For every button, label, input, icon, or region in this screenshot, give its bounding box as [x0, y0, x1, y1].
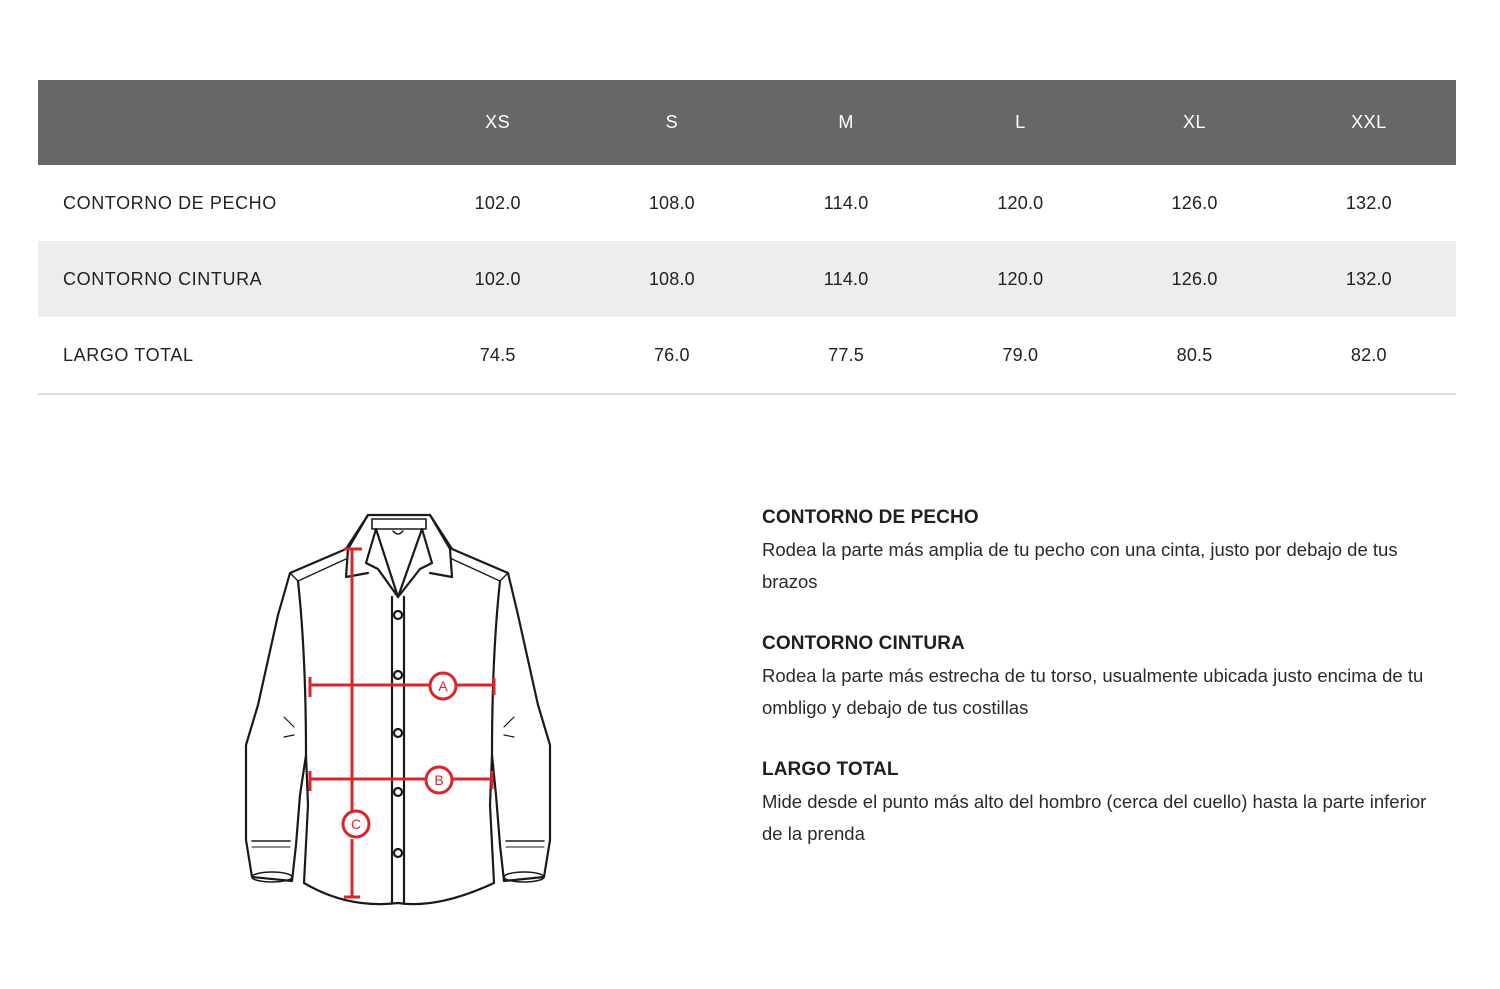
header-empty-cell [38, 80, 411, 165]
table-row-length [38, 317, 1456, 394]
guide-title: CONTORNO CINTURA [762, 633, 965, 654]
size-table-header [38, 80, 1456, 165]
cell-value: 114.0 [823, 268, 869, 289]
shirt-measurement-illustration [238, 505, 558, 910]
header-size-s: S [665, 112, 679, 132]
shirt-icon [238, 505, 558, 910]
cell-value: 120.0 [997, 268, 1044, 289]
cell-value: 126.0 [1171, 192, 1218, 213]
guide-item-length [762, 757, 1442, 850]
cell-value: 76.0 [653, 344, 690, 365]
cell-value: 120.0 [997, 192, 1044, 213]
guide-description: Rodea la parte más estrecha de tu torso, usualmente ubicada justo encima de tu ombligo y debajo de tus costillas [762, 665, 1424, 718]
cell-value: 126.0 [1171, 268, 1218, 289]
guide-item-waist [762, 631, 1442, 724]
header-size-xs: XS [485, 112, 511, 132]
marker-a: A [438, 678, 448, 694]
cell-value: 132.0 [1345, 192, 1392, 213]
cell-value: 82.0 [1350, 344, 1387, 365]
marker-b: B [434, 772, 444, 788]
header-size-xxl: XXL [1351, 112, 1387, 132]
header-size-m: M [838, 112, 854, 132]
marker-c: C [350, 816, 362, 832]
cell-value: 77.5 [828, 344, 865, 365]
measurement-guide [762, 505, 1442, 883]
table-row-chest [38, 165, 1456, 241]
cell-value: 114.0 [823, 192, 869, 213]
row-label: CONTORNO CINTURA [63, 268, 263, 289]
cell-value: 79.0 [1002, 344, 1039, 365]
cell-value: 108.0 [648, 268, 695, 289]
cell-value: 132.0 [1345, 268, 1392, 289]
guide-description: Rodea la parte más amplia de tu pecho con una cinta, justo por debajo de tus brazos [762, 539, 1398, 592]
guide-item-chest [762, 505, 1442, 598]
guide-title: LARGO TOTAL [762, 759, 899, 780]
table-row-waist [38, 241, 1456, 317]
cell-value: 74.5 [479, 344, 516, 365]
guide-description: Mide desde el punto más alto del hombro (cerca del cuello) hasta la parte inferior de la prenda [762, 791, 1427, 844]
header-size-xl: XL [1183, 112, 1207, 132]
header-size-l: L [1015, 112, 1026, 132]
size-table [38, 80, 1456, 395]
cell-value: 108.0 [648, 192, 695, 213]
row-label: LARGO TOTAL [63, 344, 194, 365]
cell-value: 102.0 [474, 268, 521, 289]
guide-title: CONTORNO DE PECHO [762, 507, 979, 528]
row-label: CONTORNO DE PECHO [63, 192, 277, 213]
cell-value: 102.0 [474, 192, 521, 213]
cell-value: 80.5 [1176, 344, 1213, 365]
